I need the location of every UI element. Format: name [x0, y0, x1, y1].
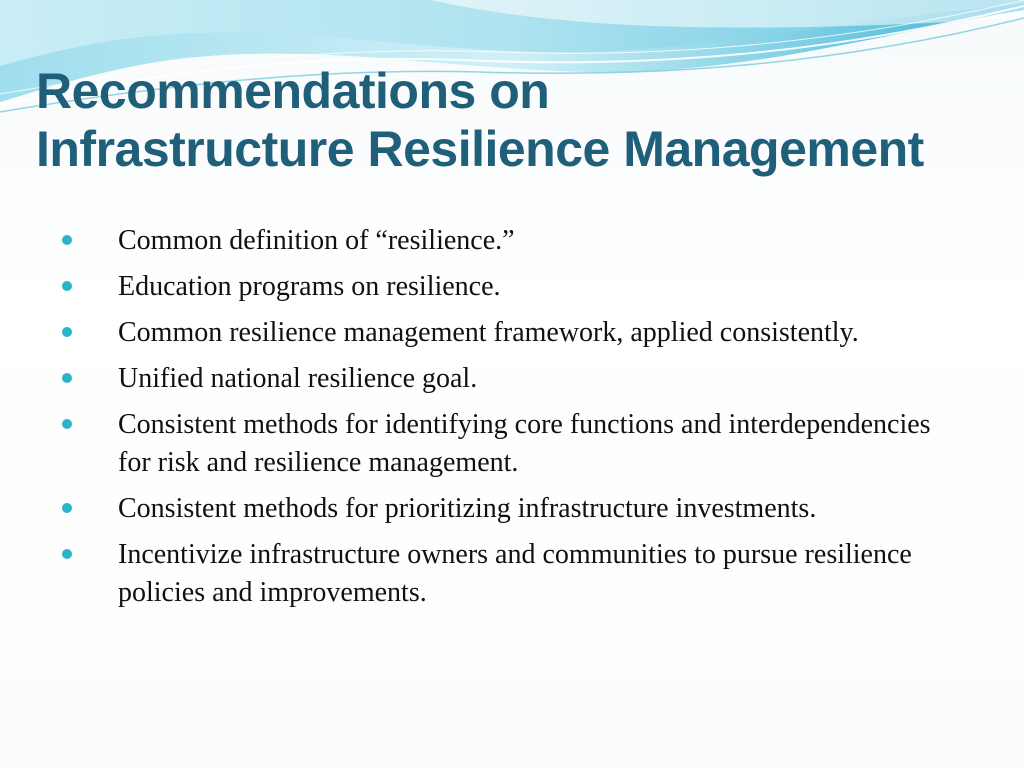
list-item	[62, 268, 962, 306]
bullet-icon	[62, 327, 72, 337]
list-item-text: Education programs on resilience.	[118, 271, 501, 302]
list-item	[62, 360, 962, 398]
slide-title	[36, 62, 1021, 178]
bullet-icon	[62, 419, 72, 429]
list-item-text: Common resilience management framework, applied consistently.	[118, 317, 859, 348]
bullet-icon	[62, 549, 72, 559]
list-item-text: Unified national resilience goal.	[118, 363, 478, 394]
list-item	[62, 406, 962, 482]
list-item	[62, 314, 962, 352]
title-line-1: Recommendations on	[36, 63, 550, 119]
list-item	[62, 490, 962, 528]
list-item-text: Consistent methods for identifying core functions and interdependencies for risk and resilience management.	[118, 409, 931, 478]
list-item-text: Common definition of “resilience.”	[118, 225, 515, 256]
bullet-icon	[62, 281, 72, 291]
title-line-2: Infrastructure Resilience Management	[36, 121, 924, 177]
list-item-text: Consistent methods for prioritizing infrastructure investments.	[118, 493, 817, 524]
list-item-text: Incentivize infrastructure owners and communities to pursue resilience policies and improvements.	[118, 539, 912, 608]
recommendations-list	[62, 222, 962, 620]
bullet-icon	[62, 503, 72, 513]
list-item	[62, 536, 962, 612]
list-item	[62, 222, 962, 260]
bullet-icon	[62, 373, 72, 383]
bullet-icon	[62, 235, 72, 245]
